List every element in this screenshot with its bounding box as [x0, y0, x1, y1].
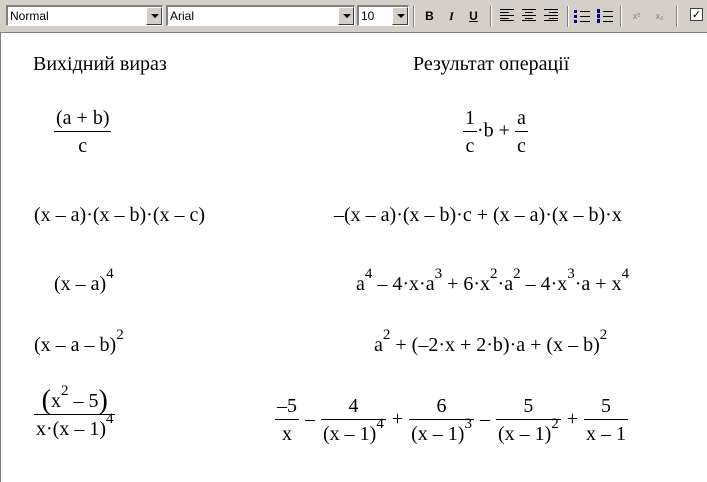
source-expression-1: [54, 107, 111, 157]
term-text: – 5: [68, 390, 99, 412]
fraction: [463, 107, 477, 157]
term-text: a: [374, 334, 383, 356]
exponent: 2: [490, 266, 498, 283]
bullet-list-icon[interactable]: [574, 9, 590, 22]
exponent: 3: [434, 266, 443, 283]
denominator: x – 1: [586, 423, 627, 445]
exponent: 3: [567, 266, 575, 283]
source-expression-4: [34, 327, 124, 356]
toolbar-separator: [567, 6, 569, 27]
numerator: [34, 383, 115, 416]
font-size-select[interactable]: [357, 5, 409, 26]
exponent: 2: [382, 327, 391, 344]
result-expression-3: [356, 266, 630, 295]
denominator: c: [516, 135, 526, 157]
toolbar-separator: [413, 6, 415, 27]
document-area: [0, 33, 707, 482]
numerator: 4: [348, 395, 359, 417]
base: (x – a – b): [34, 334, 117, 356]
numerator: (a + b): [56, 107, 110, 129]
exponent: 4: [105, 411, 114, 428]
exponent: 2: [599, 327, 608, 344]
denominator: [496, 416, 561, 445]
term-text: a: [356, 273, 365, 295]
paren-close: ): [98, 385, 108, 416]
term-text: – 4·x: [520, 273, 568, 295]
numerator: 6: [436, 395, 447, 417]
source-expression-2: (x – a)·(x – b)·(x – c): [34, 204, 206, 226]
italic-button[interactable]: I: [449, 9, 454, 23]
toolbar-checkbox[interactable]: ✓: [691, 8, 702, 21]
font-select[interactable]: [166, 5, 355, 26]
denominator: c: [78, 135, 88, 157]
toolbar-separator: [676, 6, 678, 27]
result-expression-1: [463, 107, 528, 157]
exponent: 4: [621, 266, 630, 283]
exponent: 4: [364, 266, 373, 283]
toolbar-separator: [490, 6, 492, 27]
exponent: 3: [464, 416, 472, 433]
exponent: 2: [551, 416, 559, 433]
denominator: [34, 411, 115, 440]
numerator: 5: [601, 395, 612, 417]
denominator: [409, 416, 474, 445]
subscript-button[interactable]: x₂: [655, 11, 664, 21]
fraction: [496, 395, 561, 445]
denominator: [321, 416, 386, 445]
numerator: –5: [277, 395, 297, 417]
denominator: x: [282, 423, 292, 445]
font-size-select-value: 10: [361, 9, 375, 23]
result-expression-5: [275, 395, 628, 445]
term-text: (x – 1): [411, 423, 465, 445]
toolbar-separator: [620, 6, 622, 27]
term-text: – 4·x·a: [372, 273, 435, 295]
fraction: [515, 107, 528, 157]
align-right-icon[interactable]: [544, 9, 558, 21]
term-text: (x – 1): [497, 423, 552, 445]
result-expression-2: –(x – a)·(x – b)·c + (x – a)·(x – b)·x: [334, 204, 622, 226]
result-expression-4: [374, 327, 608, 356]
exponent: 2: [60, 383, 69, 400]
denominator: c: [465, 135, 475, 157]
exponent: 4: [106, 266, 114, 283]
operator: –: [479, 407, 490, 430]
formatting-toolbar: [0, 0, 707, 33]
term-text: + (–2·x + 2·b)·a + (x – b): [390, 334, 600, 356]
style-select[interactable]: [6, 5, 163, 26]
term-text: x·(x – 1): [36, 418, 106, 440]
operator: –: [305, 407, 315, 430]
term-text: ·a: [497, 273, 514, 295]
style-select-value: Normal: [10, 9, 49, 23]
chevron-down-icon[interactable]: [338, 7, 354, 25]
paren-open: (: [41, 385, 51, 416]
fraction: [584, 395, 628, 445]
font-select-value: Arial: [170, 9, 195, 23]
underline-button[interactable]: U: [469, 9, 478, 23]
header-operation-result: Результат операції: [413, 53, 570, 75]
base: (x – a): [54, 273, 107, 295]
chevron-down-icon[interactable]: [146, 7, 162, 25]
term-text: (x – 1): [323, 423, 377, 445]
term-text: ·b +: [477, 119, 510, 142]
operator: +: [391, 407, 404, 430]
numerator: 5: [523, 395, 534, 417]
operator: +: [566, 407, 579, 430]
fraction: [409, 395, 474, 445]
numbered-list-icon[interactable]: [597, 9, 613, 22]
term-text: ·a + x: [574, 273, 622, 295]
numerator: a: [516, 107, 526, 129]
header-source-expression: Вихідний вираз: [33, 53, 167, 75]
source-expression-5: [34, 383, 115, 440]
exponent: 4: [376, 416, 384, 433]
superscript-button[interactable]: x²: [632, 11, 641, 21]
source-expression-3: [54, 266, 114, 295]
align-center-icon[interactable]: [522, 9, 536, 21]
chevron-down-icon[interactable]: [392, 7, 408, 25]
fraction: [34, 383, 115, 440]
term-text: + 6·x: [442, 273, 491, 295]
fraction: [275, 395, 299, 445]
exponent: 2: [116, 327, 124, 344]
fraction: [54, 107, 111, 157]
fraction: [321, 395, 386, 445]
align-left-icon[interactable]: [500, 9, 514, 21]
exponent: 2: [513, 266, 521, 283]
numerator: 1: [465, 107, 475, 129]
term-text: x: [50, 390, 61, 412]
bold-button[interactable]: B: [425, 9, 434, 23]
